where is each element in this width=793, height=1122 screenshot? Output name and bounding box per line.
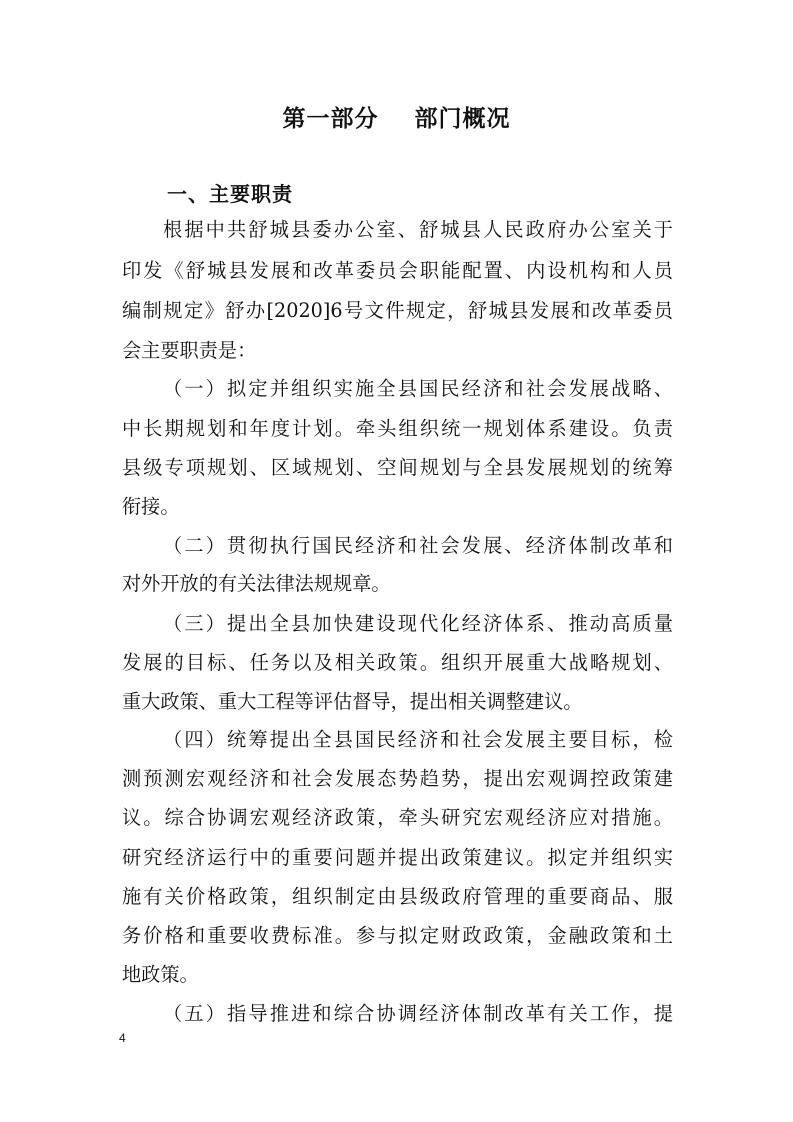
- body-line: 中长期规划和年度计划。牵头组织统一规划体系建设。负责: [122, 417, 673, 440]
- body-line: 测预测宏观经济和社会发展态势趋势，提出宏观调控政策建: [122, 767, 673, 790]
- body-line: 编制规定》舒办[2020]6号文件规定，舒城县发展和改革委员: [122, 299, 673, 322]
- body-line: （四）统筹提出全县国民经济和社会发展主要目标，检: [163, 728, 673, 751]
- body-line: （二）贯彻执行国民经济和社会发展、经济体制改革和: [163, 534, 673, 557]
- body-line: （三）提出全县加快建设现代化经济体系、推动高质量: [163, 612, 673, 635]
- body-line: 发展的目标、任务以及相关政策。组织开展重大战略规划、: [122, 651, 673, 674]
- body-line: 衔接。: [122, 495, 180, 518]
- body-line: 重大政策、重大工程等评估督导，提出相关调整建议。: [122, 690, 583, 713]
- body-line: （一）拟定并组织实施全县国民经济和社会发展战略、: [163, 377, 673, 400]
- body-line: 务价格和重要收费标准。参与拟定财政政策，金融政策和土: [122, 924, 673, 947]
- body-line: 施有关价格政策，组织制定由县级政府管理的重要商品、服: [122, 885, 673, 908]
- page-title: 第一部分 部门概况: [282, 106, 511, 132]
- body-line: （五）指导推进和综合协调经济体制改革有关工作，提: [163, 1002, 673, 1025]
- body-line: 印发《舒城县发展和改革委员会职能配置、内设机构和人员: [122, 259, 673, 282]
- body-line: 议。综合协调宏观经济政策，牵头研究宏观经济应对措施。: [122, 806, 673, 829]
- body-line: 县级专项规划、区域规划、空间规划与全县发展规划的统筹: [122, 456, 673, 479]
- body-line: 根据中共舒城县委办公室、舒城县人民政府办公室关于: [163, 218, 673, 241]
- body-line: 地政策。: [122, 963, 199, 986]
- body-line: 对外开放的有关法律法规规章。: [122, 572, 391, 595]
- body-line: 会主要职责是：: [122, 339, 257, 362]
- page-number: 4: [119, 1031, 126, 1045]
- section-heading: 一、主要职责: [167, 182, 293, 206]
- body-line: 研究经济运行中的重要问题并提出政策建议。拟定并组织实: [122, 846, 673, 869]
